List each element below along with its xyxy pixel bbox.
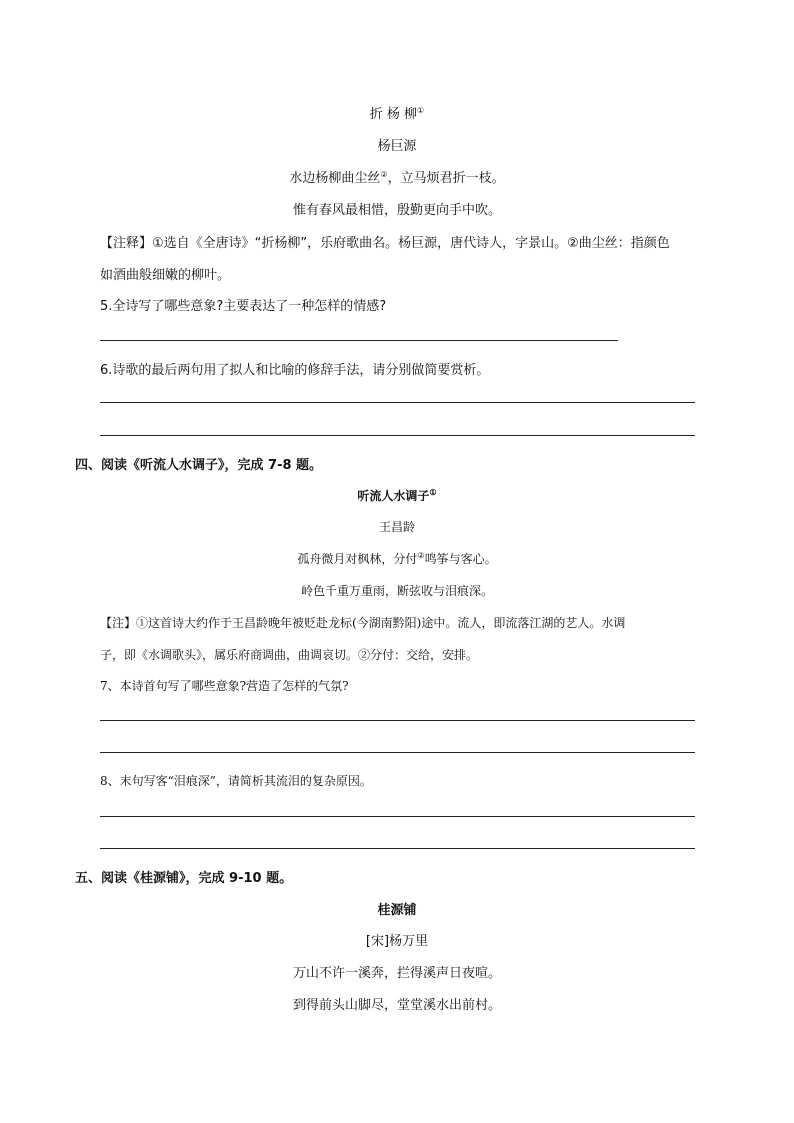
poem2-line2: 岭色千重万重雨，断弦收与泪痕深。 — [300, 584, 493, 598]
poem2-author: 王昌龄 — [378, 520, 415, 534]
question-7: 7、本诗首句写了哪些意象?营造了怎样的气氛? — [100, 679, 349, 693]
answer-line[interactable] — [100, 340, 618, 341]
poem2-note-line2: 子，即《水调歌头》，属乐府商调曲，曲调哀切。②分付：交给，安排。 — [100, 648, 479, 662]
poem1-title: 折 杨 柳① — [369, 106, 425, 122]
footnote-marker: ② — [417, 551, 425, 560]
poem1-line1: 水边杨柳曲尘丝②，立马烦君折一枝。 — [289, 170, 505, 186]
poem1-annotation-line1: 【注释】①选自《全唐诗》“折杨柳”，乐府歌曲名。杨巨源，唐代诗人，字景山。②曲尘丝：指颜色 — [100, 236, 670, 251]
section-5-heading: 五、阅读《桂源铺》，完成 9-10 题。 — [75, 871, 293, 886]
poem3-line1: 万山不许一溪奔，拦得溪声日夜喧。 — [292, 966, 501, 981]
answer-line[interactable] — [100, 720, 695, 721]
poem3-author: [宋]杨万里 — [365, 934, 429, 949]
answer-line[interactable] — [100, 816, 695, 817]
poem1-line2: 惟有春风最相惜，殷勤更向手中吹。 — [292, 203, 501, 218]
footnote-marker: ② — [380, 170, 388, 179]
question-8: 8、末句写客“泪痕深”，请简析其流泪的复杂原因。 — [100, 774, 372, 788]
question-6: 6.诗歌的最后两句用了拟人和比喻的修辞手法，请分别做简要赏析。 — [100, 363, 490, 378]
poem1-author: 杨巨源 — [377, 139, 417, 154]
answer-line[interactable] — [100, 402, 695, 403]
question-5: 5.全诗写了哪些意象?主要表达了一种怎样的情感? — [100, 299, 387, 314]
answer-line[interactable] — [100, 752, 695, 753]
answer-line[interactable] — [100, 435, 695, 436]
answer-line[interactable] — [100, 848, 695, 849]
footnote-marker: ① — [417, 106, 425, 115]
poem3-line2: 到得前头山脚尽，堂堂溪水出前村。 — [292, 998, 501, 1013]
poem2-note-line1: 【注】①这首诗大约作于王昌龄晚年被贬赴龙标(今湖南黔阳)途中。流人，即流落江湖的艺人。水调 — [100, 616, 626, 630]
poem2-line1: 孤舟微月对枫林，分付②鸣筝与客心。 — [297, 551, 497, 566]
footnote-marker: ① — [429, 487, 437, 497]
section-4-heading: 四、阅读《听流人水调子》，完成 7-8 题。 — [75, 458, 323, 473]
poem3-title: 桂源铺 — [377, 903, 417, 918]
poem2-title: 听流人水调子① — [357, 487, 437, 503]
poem1-annotation-line2: 如酒曲般细嫩的柳叶。 — [100, 268, 231, 283]
